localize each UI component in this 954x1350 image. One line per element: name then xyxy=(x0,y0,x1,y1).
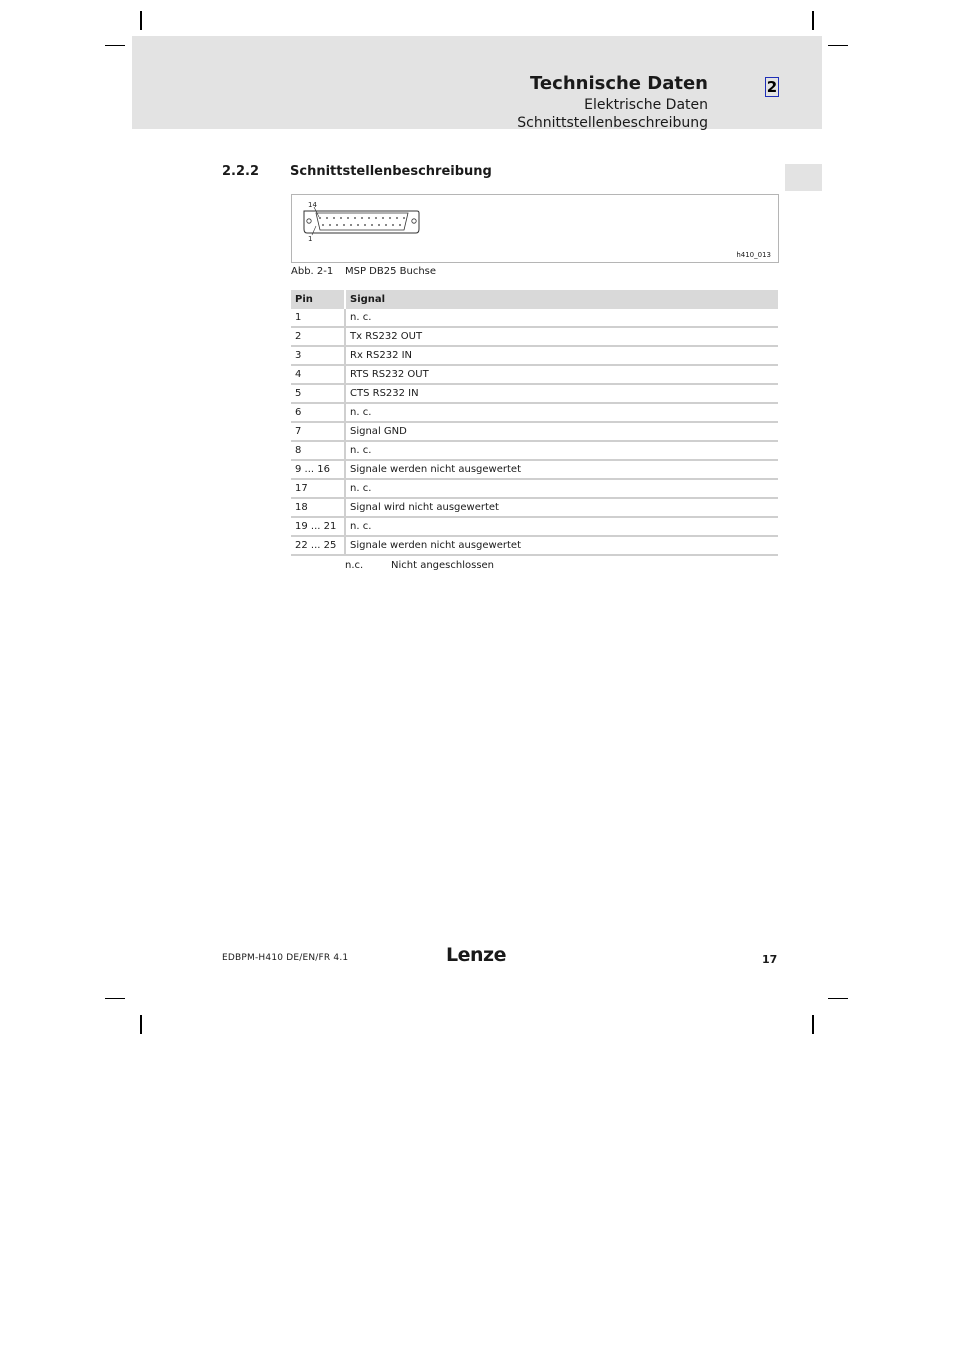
header-band xyxy=(132,36,822,129)
table-row xyxy=(291,517,778,536)
pin-table xyxy=(291,290,778,556)
pin-cell: 5 xyxy=(291,384,345,403)
chapter-side-tab xyxy=(785,164,822,191)
table-row xyxy=(291,498,778,517)
table-row xyxy=(291,441,778,460)
page-title: Technische Daten xyxy=(530,73,708,94)
signal-cell: n. c. xyxy=(345,517,778,536)
signal-cell: n. c. xyxy=(345,479,778,498)
pin-cell: 19 ... 21 xyxy=(291,517,345,536)
note-abbreviation: n.c. xyxy=(345,560,364,571)
table-header-row xyxy=(291,290,778,309)
signal-cell: Signal GND xyxy=(345,422,778,441)
table-row xyxy=(291,346,778,365)
crop-mark xyxy=(812,11,814,30)
table-row xyxy=(291,309,778,327)
signal-cell: Signale werden nicht ausgewertet xyxy=(345,536,778,555)
pin-cell: 22 ... 25 xyxy=(291,536,345,555)
table-row xyxy=(291,422,778,441)
pin-cell: 8 xyxy=(291,441,345,460)
page-subtitle: Elektrische Daten xyxy=(584,97,708,113)
pin-cell: 18 xyxy=(291,498,345,517)
chapter-badge: 2 xyxy=(766,78,778,96)
table-row xyxy=(291,327,778,346)
note-text: Nicht angeschlossen xyxy=(391,560,495,571)
pin-cell: 6 xyxy=(291,403,345,422)
figure-frame xyxy=(291,194,779,263)
signal-cell: n. c. xyxy=(345,309,778,327)
crop-mark xyxy=(140,11,142,30)
crop-mark xyxy=(828,45,848,46)
signal-cell: CTS RS232 IN xyxy=(345,384,778,403)
section-title: Schnittstellenbeschreibung xyxy=(290,164,492,179)
signal-cell: Signal wird nicht ausgewertet xyxy=(345,498,778,517)
pin-cell: 3 xyxy=(291,346,345,365)
pin-cell: 7 xyxy=(291,422,345,441)
table-row xyxy=(291,384,778,403)
pin-cell: 4 xyxy=(291,365,345,384)
pin-cell: 2 xyxy=(291,327,345,346)
figure-caption-label: Abb. 2-1 xyxy=(291,266,334,277)
footer-document-id: EDBPM-H410 DE/EN/FR 4.1 xyxy=(222,953,349,963)
figure-id: h410_013 xyxy=(736,251,771,259)
crop-mark xyxy=(105,998,125,999)
table-header-pin: Pin xyxy=(291,290,345,309)
page-number: 17 xyxy=(762,953,778,966)
pin-cell: 1 xyxy=(291,309,345,327)
section-number: 2.2.2 xyxy=(222,164,260,179)
signal-cell: n. c. xyxy=(345,441,778,460)
signal-cell: RTS RS232 OUT xyxy=(345,365,778,384)
signal-cell: Tx RS232 OUT xyxy=(345,327,778,346)
crop-mark xyxy=(828,998,848,999)
figure-caption-text: MSP DB25 Buchse xyxy=(345,266,437,277)
pin-cell: 17 xyxy=(291,479,345,498)
page-subtitle-2: Schnittstellenbeschreibung xyxy=(517,115,708,131)
crop-mark xyxy=(105,45,125,46)
pin-label-1: 1 xyxy=(308,235,313,243)
table-row xyxy=(291,460,778,479)
table-row xyxy=(291,365,778,384)
crop-mark xyxy=(140,1015,142,1034)
lenze-logo: Lenze xyxy=(446,944,506,966)
signal-cell: n. c. xyxy=(345,403,778,422)
pin-label-14: 14 xyxy=(308,201,317,209)
table-row xyxy=(291,536,778,555)
table-header-signal: Signal xyxy=(345,290,778,309)
pin-cell: 9 ... 16 xyxy=(291,460,345,479)
table-row xyxy=(291,403,778,422)
signal-cell: Signale werden nicht ausgewertet xyxy=(345,460,778,479)
signal-cell: Rx RS232 IN xyxy=(345,346,778,365)
table-row xyxy=(291,479,778,498)
crop-mark xyxy=(812,1015,814,1034)
db25-connector-drawing xyxy=(300,199,440,249)
